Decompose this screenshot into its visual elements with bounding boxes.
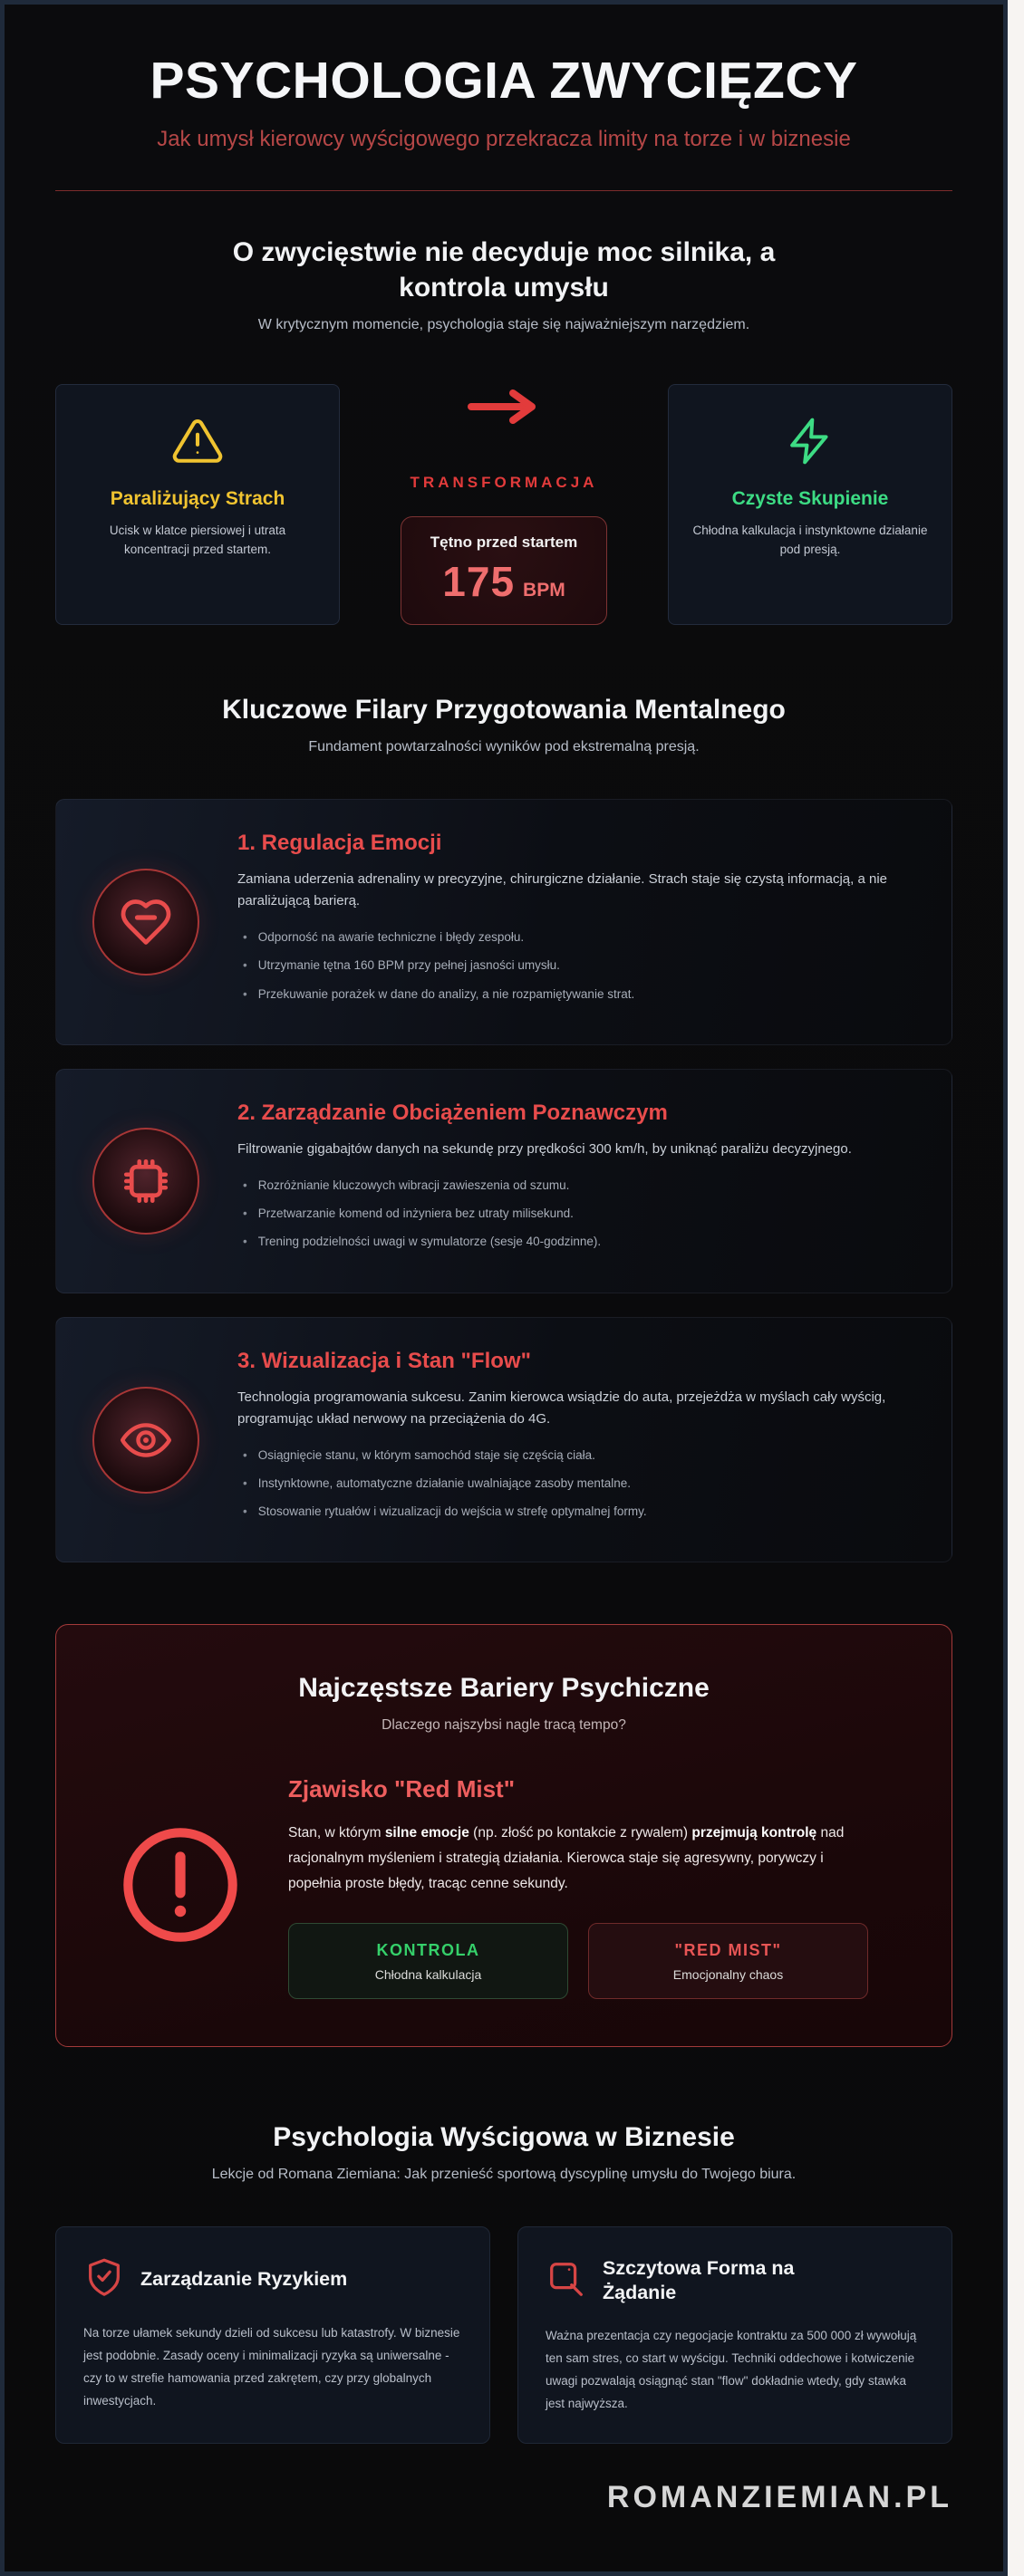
pillar-text: Zamiana uderzenia adrenaliny w precyzyjne, chirurgiczne działanie. Strach staje się czystą informacją, a nie paraliżującą barierą. — [237, 871, 888, 909]
red-mist-bold-part: silne emocje — [384, 1825, 469, 1841]
red-mist-title: Zjawisko "Red Mist" — [288, 1775, 516, 1803]
pillar-title: 1. Regulacja Emocji — [237, 831, 442, 856]
header-divider — [55, 190, 952, 191]
pillar-bullet-list — [237, 1177, 852, 1252]
heart-icon — [92, 869, 199, 976]
pillar-content — [237, 1349, 915, 1532]
business-cards — [5, 2226, 1003, 2444]
red-mist-text-part: Stan, w którym — [288, 1825, 385, 1841]
pillar-bullet: • Odporność na awarie techniczne i błędy zespołu. — [243, 928, 915, 947]
business-heading: Psychologia Wyścigowa w Biznesie — [273, 2122, 735, 2153]
pillar-bullet: • Rozróżnianie kluczowych wibracji zawieszenia od szumu. — [243, 1177, 852, 1195]
pillar-bullet: • Przetwarzanie komend od inżyniera bez utraty milisekund. — [243, 1205, 852, 1223]
pillar-bullet: • Osiągnięcie stanu, w którym samochód staje się częścią ciała. — [243, 1447, 915, 1465]
control-box-title: KONTROLA — [376, 1941, 480, 1960]
pillars-list — [5, 799, 1003, 1562]
brand-wordmark: ROMANZIEMIAN.PL — [606, 2479, 952, 2514]
search-frame-icon — [546, 2258, 587, 2304]
warning-triangle-icon — [76, 412, 319, 470]
biz-card-header — [83, 2256, 462, 2302]
pillar-text: Technologia programowania sukcesu. Zanim kierowca wsiądzie do auta, przejeżdża w myślach cały wyścig, programując układ nerwowy na przeciążenia do 4G. — [237, 1389, 886, 1427]
peak-form-card — [517, 2226, 952, 2444]
red-mist-text-part: (np. złość po kontakcie z rywalem) — [469, 1825, 692, 1841]
red-mist-box — [588, 1923, 868, 1999]
focus-text: Chłodna kalkulacja i instynktowne działanie pod presją. — [692, 524, 928, 557]
fear-card — [55, 384, 340, 625]
pillar-card-cognitive-load — [55, 1069, 952, 1293]
red-mist-paragraph — [288, 1821, 868, 1896]
business-header — [5, 2119, 1003, 2183]
pillar-bullet-list — [237, 928, 915, 1004]
pillar-bullet: • Trening podzielności uwagi w symulatorze (sesje 40-godzinne). — [243, 1233, 852, 1251]
red-mist-content — [288, 1775, 868, 1999]
page-title: PSYCHOLOGIA ZWYCIĘZCY — [150, 52, 858, 110]
pillar-card-visualization — [55, 1317, 952, 1563]
comparison-row — [5, 384, 1003, 625]
pillar-content — [237, 831, 915, 1014]
pillar-bullet-list — [237, 1447, 915, 1522]
pillar-bullet: • Instynktowne, automatyczne działanie uwalniające zasoby mentalne. — [243, 1475, 915, 1493]
barriers-subheading: Dlaczego najszybsi nagle tracą tempo? — [382, 1717, 626, 1734]
fear-text: Ucisk w klatce piersiowej i utrata koncentracji przed startem. — [109, 524, 286, 557]
biz-card-header — [546, 2256, 924, 2305]
bpm-box — [401, 516, 607, 625]
pillars-subheading: Fundament powtarzalności wyników pod ekstremalną presją. — [308, 739, 700, 755]
pillar-bullet: • Stosowanie rytuałów i wizualizacji do wejścia w strefę optymalnej formy. — [243, 1503, 915, 1521]
arrow-right-icon — [464, 388, 544, 430]
pillar-card-emotions — [55, 799, 952, 1045]
red-mist-bold-part: przejmują kontrolę — [691, 1825, 817, 1841]
pillar-text: Filtrowanie gigabajtów danych na sekundę przy prędkości 300 km/h, by uniknąć paraliżu decyzyjnego. — [237, 1140, 852, 1157]
transformation-label: TRANSFORMACJA — [410, 474, 598, 492]
bpm-value: 175 — [442, 558, 516, 606]
pillar-bullet: • Przekuwanie porażek w dane do analizy, a nie rozpamiętywanie strat. — [243, 985, 915, 1004]
transformation-column — [372, 384, 635, 625]
red-mist-box-title: "RED MIST" — [674, 1941, 782, 1960]
pillars-heading: Kluczowe Filary Przygotowania Mentalnego — [222, 695, 786, 726]
pillar-title: 3. Wizualizacja i Stan "Flow" — [237, 1348, 531, 1373]
bpm-reading — [414, 557, 594, 606]
biz-card-title: Zarządzanie Ryzykiem — [140, 2268, 348, 2291]
biz-card-text: Ważna prezentacja czy negocjacje kontraktu za 500 000 zł wywołują ten sam stres, co start w wyścigu. Techniki oddechowe i kotwiczenie uwagi pozwalają osiągnąć stan "flow" dokładnie wtedy, gdy stawka jest najwyższa. — [546, 2328, 917, 2410]
barriers-heading: Najczęstsze Bariery Psychiczne — [298, 1673, 710, 1704]
barriers-wrapper — [5, 1624, 1003, 2047]
eye-icon — [92, 1387, 199, 1494]
bpm-box-title: Tętno przed startem — [430, 533, 578, 552]
pillars-header — [5, 692, 1003, 755]
red-mist-box-subtitle: Emocjonalny chaos — [672, 1967, 784, 1983]
red-mist-text-part: nad racjonalnym myśleniem i strategią działania. Kierowca staje się agresywny, porywczy i popełnia proste błędy, tracąc cenne sekundy. — [288, 1825, 845, 1891]
page-footer — [5, 2480, 1003, 2571]
lightning-icon — [689, 412, 932, 470]
intro-heading: O zwycięstwie nie decyduje moc silnika, a kontrola umysłu — [232, 237, 776, 303]
control-box — [288, 1923, 568, 1999]
biz-card-text: Na torze ułamek sekundy dzieli od sukcesu lub katastrofy. W biznesie jest podobnie. Zasady oceny i minimalizacji ryzyka są uniwersalne - czy to w strefie hamowania przed zakrętem, czy przy globalnych inwestycjach. — [83, 2326, 460, 2408]
page-header — [5, 5, 1003, 191]
business-subheading: Lekcje od Romana Ziemiana: Jak przenieść sportową dyscyplinę umysłu do Twojego biura. — [211, 2167, 797, 2183]
risk-management-card — [55, 2226, 490, 2444]
pillar-title: 2. Zarządzanie Obciążeniem Poznawczym — [237, 1100, 668, 1125]
intro-subheading: W krytycznym momencie, psychologia staje się najważniejszym narzędziem. — [257, 317, 750, 333]
pillar-content — [237, 1101, 852, 1262]
bpm-unit: BPM — [523, 580, 565, 601]
barriers-panel — [55, 1624, 952, 2047]
shield-check-icon — [83, 2256, 125, 2302]
mindstate-boxes — [288, 1923, 868, 1999]
pillar-bullet: • Utrzymanie tętna 160 BPM przy pełnej jasności umysłu. — [243, 956, 915, 975]
control-box-subtitle: Chłodna kalkulacja — [374, 1967, 482, 1983]
focus-card — [668, 384, 952, 625]
focus-title: Czyste Skupienie — [731, 488, 889, 510]
biz-card-title: Szczytowa Forma na Żądanie — [603, 2257, 795, 2303]
fear-title: Paraliżujący Strach — [110, 488, 285, 510]
exclamation-circle-icon — [116, 1821, 245, 1954]
page-subtitle: Jak umysł kierowcy wyścigowego przekracza limity na torze i w biznesie — [157, 126, 851, 151]
cpu-chip-icon — [92, 1128, 199, 1235]
intro-section — [5, 235, 1003, 333]
red-mist-row — [107, 1775, 901, 1999]
